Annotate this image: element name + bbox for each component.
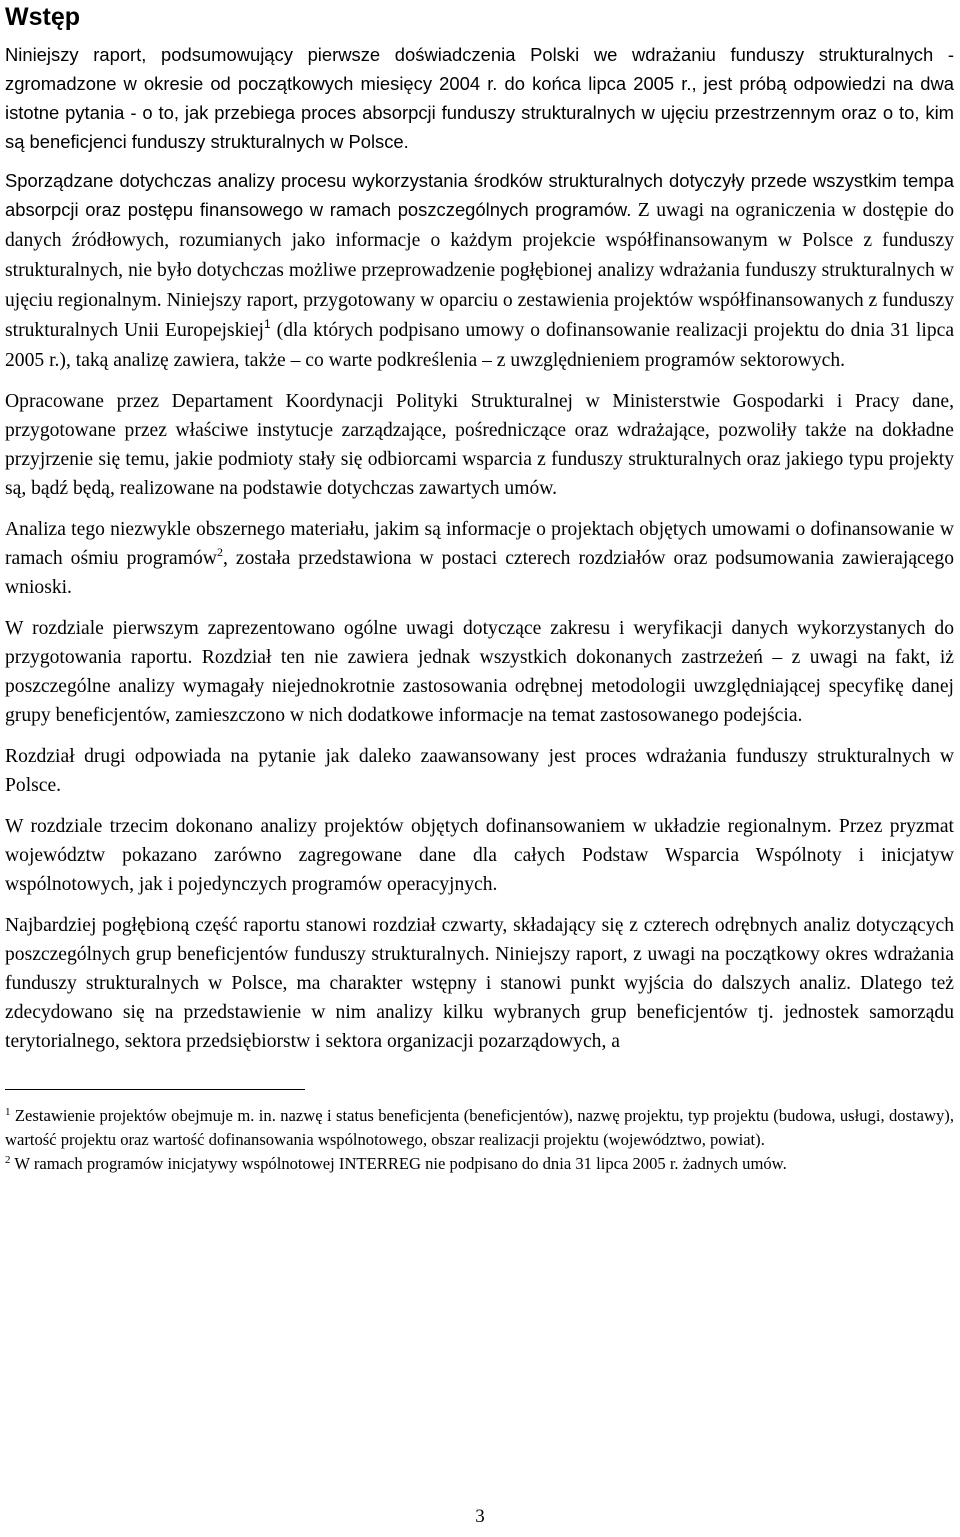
- paragraph-data-source: Opracowane przez Departament Koordynacji Polityki Strukturalnej w Ministerstwie Gospodarki i Pracy dane, przygotowane przez właściwe instytucje zarządzające, pośredniczące oraz wdrażające, pozwoliły także na dokładne przyjrzenie się temu, jakie podmioty stały się odbiorcami wsparcia z funduszy strukturalnych oraz jakiego typu projekty są, bądź będą, realizowane na podstawie dotychczas zawartych umów.: [5, 391, 954, 499]
- page-number: 3: [475, 1506, 485, 1527]
- footnote-ref-2: 2: [216, 545, 223, 559]
- paragraph-intro: Niniejszy raport, podsumowujący pierwsze doświadczenia Polski we wdrażaniu funduszy strukturalnych - zgromadzone w okresie od początkowych miesięcy 2004 r. do końca lipca 2005 r., jest próbą odpowiedzi na dwa istotne pytania - o to, jak przebiega proces absorpcji funduszy strukturalnych w ujęciu przestrzennym oraz o to, kim są beneficjenci funduszy strukturalnych w Polsce.: [5, 44, 954, 152]
- paragraph-structure-part-a: Analiza tego niezwykle obszernego materiału, jakim są informacje o projektach objętych umowami o dofinansowanie w ramach ośmiu programów: [5, 519, 954, 569]
- footnotes: [5, 1104, 954, 1176]
- footnote-2: [5, 1152, 954, 1176]
- paragraph-chapter-2: Rozdział drugi odpowiada na pytanie jak daleko zaawansowany jest proces wdrażania funduszy strukturalnych w Polsce.: [5, 746, 954, 796]
- paragraph-structure-part-b: , została przedstawiona w postaci czterech rozdziałów oraz podsumowania zawierającego wnioski.: [5, 548, 954, 598]
- footnote-ref-1: 1: [264, 317, 271, 331]
- footnote-marker-1: 1: [5, 1106, 11, 1118]
- paragraph-structure: [5, 515, 954, 602]
- paragraph-chapter-4: Najbardziej pogłębioną część raportu stanowi rozdział czwarty, składający się z czterech odrębnych analiz dotyczących poszczególnych grup beneficjentów funduszy strukturalnych. Niniejszy raport, z uwagi na początkowy okres wdrażania funduszy strukturalnych w Polsce, ma charakter wstępny i stanowi punkt wyjścia do dalszych analiz. Dlatego też zdecydowano się na przedstawienie w nim analizy kilku wybranych grup beneficjentów tj. jednostek samorządu terytorialnego, sektora przedsiębiorstw i sektora organizacji pozarządowych, a: [5, 915, 954, 1052]
- paragraph-analyses-part-c: (dla których podpisano umowy o dofinansowanie realizacji projektu do dnia 31 lipca 2005 r.), taką analizę zawiera, także – co warte podkreślenia – z uwzględnieniem programów sektorowych.: [5, 320, 955, 371]
- footnote-separator: [5, 1089, 305, 1090]
- paragraph-analyses-part-b: Z uwagi na ograniczenia w dostępie do danych źródłowych, rozumianych jako informacje o każdym projekcie współfinansowanym w Polsce z funduszy strukturalnych, nie było dotychczas możliwe przeprowadzenie pogłębionej analizy wdrażania funduszy strukturalnych w ujęciu regionalnym. Niniejszy raport, przygotowany w oparciu o zestawienia projektów współfinansowanych z funduszy strukturalnych Unii Europejskiej: [5, 200, 954, 341]
- paragraph-analyses-part-a: Sporządzane dotychczas analizy procesu wykorzystania środków strukturalnych dotyczyły przede wszystkim tempa absorpcji oraz postępu finansowego w ramach poszczególnych programów.: [5, 170, 954, 220]
- footnote-text-2: W ramach programów inicjatywy wspólnotowej INTERREG nie podpisano do dnia 31 lipca 2005 r. żadnych umów.: [10, 1154, 787, 1173]
- footnote-text-1: Zestawienie projektów obejmuje m. in. nazwę i status beneficjenta (beneficjentów), nazwę projektu, typ projektu (budowa, usługi, dostawy), wartość projektu oraz wartość dofinansowania wspólnotowego, obszar realizacji projektu (województwo, powiat).: [5, 1106, 954, 1149]
- footnote-1: [5, 1104, 954, 1152]
- paragraph-analyses: [5, 166, 954, 375]
- footnote-marker-2: 2: [5, 1154, 11, 1166]
- paragraph-chapter-1: W rozdziale pierwszym zaprezentowano ogólne uwagi dotyczące zakresu i weryfikacji danych wykorzystanych do przygotowania raportu. Rozdział ten nie zawiera jednak wszystkich dokonanych zastrzeżeń – z uwagi na fakt, iż poszczególne analizy wymagały niejednokrotnie zastosowania odrębnej metodologii uwzględniającej specyfikę danej grupy beneficjentów, zamieszczono w nich dodatkowe informacje na temat zastosowanego podejścia.: [5, 618, 954, 726]
- section-heading: Wstęp: [5, 3, 80, 31]
- paragraph-chapter-3: W rozdziale trzecim dokonano analizy projektów objętych dofinansowaniem w układzie regionalnym. Przez pryzmat województw pokazano zarówno zagregowane dane dla całych Podstaw Wsparcia Wspólnoty i inicjatyw wspólnotowych, jak i pojedynczych programów operacyjnych.: [5, 816, 954, 895]
